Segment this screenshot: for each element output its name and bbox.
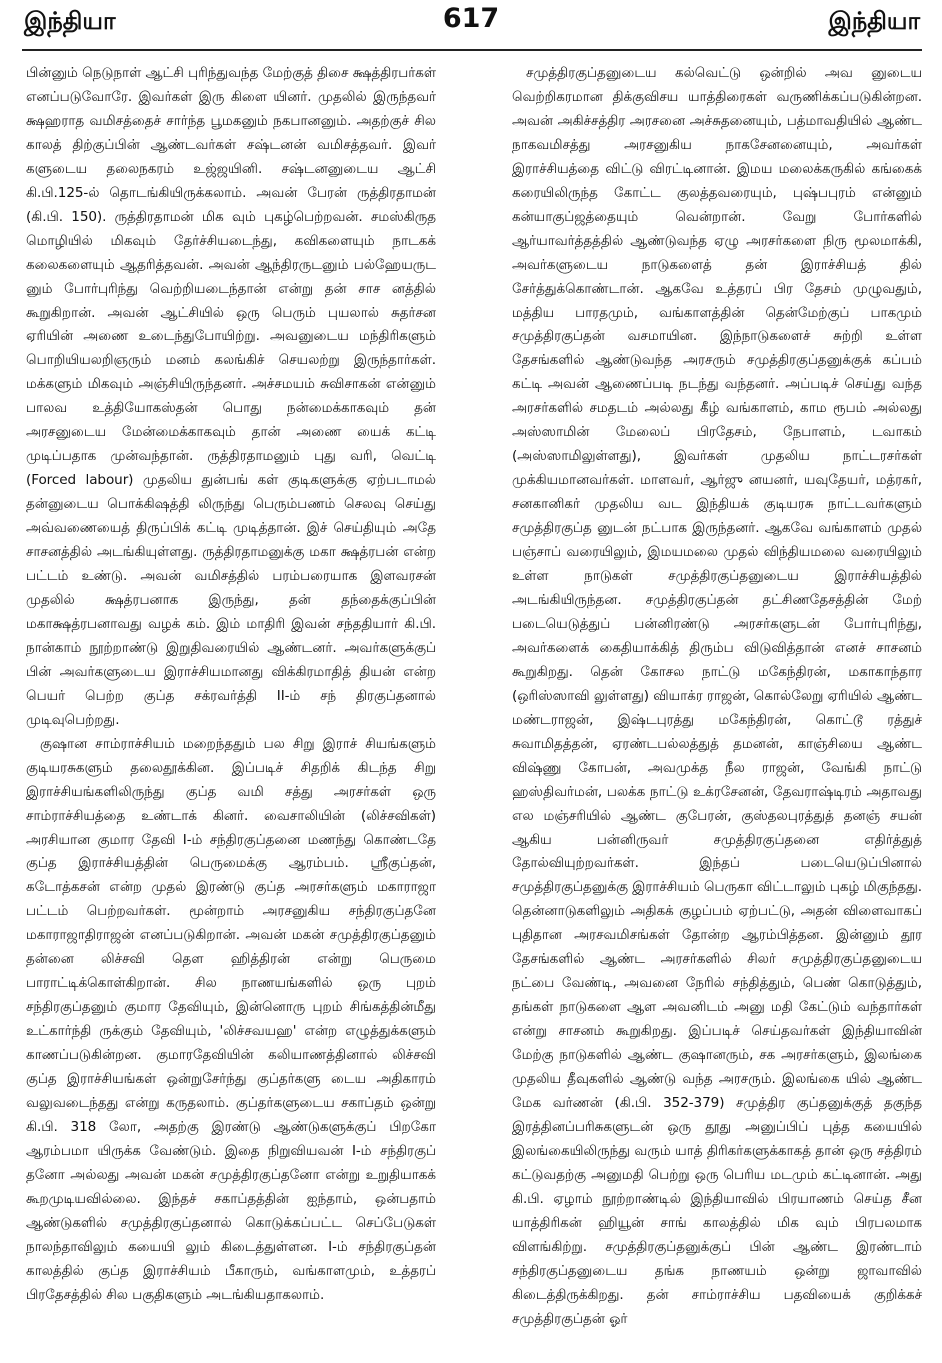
paragraph-right-1: சமுத்திரகுப்தனுடைய கல்வெட்டு ஒன்றில் அவ னுடைய வெற்றிகரமான திக்குவிசய யாத்திரைகள் வருணிக்கப்படுகின்றன. அவன் அகிச்சத்திர அரசனை அச்சுதனையும், பத்மாவதியில் ஆண்ட நாகவமிசத்து அரசனுகிய நாகசேனனையும், அவர்கள் இராச்சியத்தை விட்டு விரட்டினான். இமய மலைக்கருகில் கங்கைக் கரையிலிருந்த கோட்ட குலத்தவரையும், புஷ்பபுரம் என்னும் கன்யாகுப்ஜத்தையும் வென்றான். வேறு போர்களில் ஆர்யாவர்த்தத்தில் ஆண்டுவந்த ஏழு அரசர்களை நிரு மூலமாக்கி, அவர்களுடைய நாடுகளைத் தன் இராச்சியத் தில் சேர்த்துக்கொண்டான். ஆகவே உத்தரப் பிர தேசம் முழுவதும், மத்திய பாரதமும், வங்காளத்தின் தென்மேற்குப் பாகமும் சமுத்திரகுப்தன் வசமாயின. இந்நாடுகளைச் சுற்றி உள்ள தேசங்களில் ஆண்டுவந்த அரசரும் சமுத்திரகுப்தனுக்குக் கப்பம் கட்டி அவன் ஆணைப்படி நடந்து வந்தனர். அப்படிச் செய்து வந்த அரசர்களில் சமதடம் அல்லது கீழ் வங்காளம், காம ரூபம் அல்லது அஸ்ஸாமின் மேலைப் பிரதேசம், நேபாளம், டவாகம் (அஸ்ஸாமிலுள்ளது), இவர்கள் முதலிய நாட்டரசர்கள் முக்கியமானவர்கள். மாளவர், ஆர்ஜு னயனர், யவுதேயர், மத்ரகர், சனகானிகர் முதலிய வட இந்தியக் குடியரசு நாட்டவர்களும் சமுத்திரகுப்த னுடன் நட்பாக இருந்தனர். ஆகவே வங்காளம் முதல் பஞ்சாப் வரையிலும், இமயமலை முதல் விந்தியமலை வரையிலும் உள்ள நாடுகள் சமுத்திரகுப்தனுடைய இராச்சியத்தில் அடங்கியிருந்தன. சமுத்திரகுப்தன் தட்சிணதேசத்தின் மேற் படையெடுத்துப் பன்னிரண்டு அரசர்களுடன் போர்புரிந்து, அவர்களைக் கைதியாக்கித் திரும்ப விடுவித்தான் எனச் சாசனம் கூறுகிறது. தென் கோசல நாட்டு மகேந்திரன், மகாகாந்தார (ஒரிஸ்ஸாவி லுள்ளது) வியாக்ர ராஜன், கொல்லேறு ஏரியில் ஆண்ட மண்டராஜன், இஷ்டபுரத்து மகேந்திரன், கொட்டூ ரத்துச் சுவாமிதத்தன், ஏரண்டபல்லத்துத் தமனன், காஞ்சியை ஆண்ட விஷ்ணு கோபன், அவமுக்த நீல ராஜன், வேங்கி நாட்டு ஹஸ்திவர்மன், பலக்க நாட்டு உக்ரசேனன், தேவராஷ்டிரம் அதாவது எல மஞ்சரியில் ஆண்ட குபேரன், குஸ்தலபுரத்துத் தனஞ் சயன் ஆகிய பன்னிருவர் சமுத்திரகுப்தனை எதிர்த்துத் தோல்வியுற்றவர்கள். இந்தப் படையெடுப்பினால் சமுத்திரகுப்தனுக்கு இராச்சியம் பெருகா விட்டாலும் புகழ் மிகுந்தது. தென்னாடுகளிலும் அதிகக் குழப்பம் ஏற்பட்டு, அதன் விளைவாகப் புதிதான அரசவமிசங்கள் தோன்ற ஆரம்பித்தன. இன்னும் தூர தேசங்களில் ஆண்ட அரசர்களில் சிலர் சமுத்திரகுப்தனுடைய நட்பை வேண்டி, அவனை நேரில் சந்தித்தும், பெண் கொடுத்தும், தங்கள் நாடுகளை ஆள அவனிடம் அனு மதி கேட்டும் வந்தார்கள் என்று சாசனம் கூறுகிறது. இப்படிச் செய்தவர்கள் இந்தியாவின் மேற்கு நாடுகளில் ஆண்ட குஷானரும், சக அரசர்களும், இலங்கை முதலிய தீவுகளில் ஆண்டு வந்த அரசரும். இலங்கை யில் ஆண்ட மேக வர்ணன் (கி.பி. 352-379) சமுத்திர குப்தனுக்குத் தகுந்த இரத்தினப்பரிசுகளுடன் ஒரு தூது அனுப்பிப் புத்த கயையில் இலங்கையிலிருந்து வரும் யாத் திரிகர்களுக்காகத் தான் ஒரு சத்திரம் கட்டுவதற்கு அனுமதி பெற்று ஒரு பெரிய மடமும் கட்டினான். அது கி.பி. ஏழாம் நூற்றாண்டில் இந்தியாவில் பிரயாணம் செய்த சீன யாத்திரிகன் ஹியூன் சாங் காலத்தில் மிக வும் பிரபலமாக விளங்கிற்று. சமுத்திரகுப்தனுக்குப் பின் ஆண்ட இரண்டாம் சந்திரகுப்தனுடைய தங்க நாணயம் ஒன்று ஜாவாவில் கிடைத்திருக்கிறது. தன் சாம்ராச்சிய பதவியைக் குறிக்கச் சமுத்திரகுப்தன் ஓர்	[512, 65, 922, 1327]
page-header	[0, 0, 942, 52]
page-number: 617	[442, 3, 500, 34]
header-rule	[22, 49, 922, 51]
right-column	[512, 62, 922, 1332]
running-head-left: இந்தியா	[24, 7, 116, 35]
paragraph-left-1: பின்னும் நெடுநாள் ஆட்சி புரிந்துவந்த மேற்குத் திசை க்ஷத்திரபர்கள் எனப்படுவோரே. இவர்கள் இரு கிளை யினர். முதலில் இருந்தவர் க்ஷஹராத வமிசத்தைச் சார்ந்த பூமகனும் நகபானனும். அதற்குச் சில காலத் திற்குப்பின் ஆண்டவர்கள் சஷ்டனன் வமிசத்தவர். இவர் களுடைய தலைநகரம் உஜ்ஜயினி. சஷ்டனனுடைய ஆட்சி கி.பி.125-ல் தொடங்கியிருக்கலாம். அவன் பேரன் ருத்திரதாமன் (கி.பி. 150). ருத்திரதாமன் மிக வும் புகழ்பெற்றவன். சமஸ்கிருத மொழியில் மிகவும் தேர்ச்சியடைந்து, கவிகளையும் நாடகக் கலைகளையும் ஆதரித்தவன். அவன் ஆந்திரருடனும் பல்ஹேயருட னும் போர்புரிந்து வெற்றியடைந்தான் என்று தன் சாச னத்தில் கூறுகிறான். அவன் ஆட்சியில் ஒரு பெரும் புயலால் சுதர்சன ஏரியின் அணை உடைந்துபோயிற்று. அவனுடைய மந்திரிகளும் பொறியியலறிஞரும் மனம் கலங்கிச் செயலற்று இருந்தார்கள். மக்களும் மிகவும் அஞ்சியிருந்தனர். அச்சமயம் சுவிசாகன் என்னும் பாலவ உத்தியோகஸ்தன் பொது நன்மைக்காகவும் தன் அரசனுடைய மேன்மைக்காகவும் தான் அணை யைக் கட்டி முடிப்பதாக முன்வந்தான். ருத்திரதாமனும் புது வரி, வெட்டி (Forced labour) முதலிய துன்பங் கள் குடிகளுக்கு ஏற்படாமல் தன்னுடைய பொக்கிஷத்தி லிருந்து பெரும்பணம் செலவு செய்து அவ்வணையைத் திருப்பிக் கட்டி முடித்தான். இச் செய்தியும் அதே சாசனத்தில் அடங்கியுள்ளது. ருத்திரதாமனுக்கு மகா க்ஷத்ரபன் என்ற பட்டம் உண்டு. அவன் வமிசத்தில் பரம்பரையாக இளவரசன் முதலில் க்ஷத்ரபனாக இருந்து, தன் தந்தைக்குப்பின் மகாக்ஷத்ரபனாவது வழக் கம். இம் மாதிரி இவன் சந்ததியார் கி.பி. நான்காம் நூற்றாண்டு இறுதிவரையில் ஆண்டனர். அவர்களுக்குப் பின் அவர்களுடைய இராச்சியமானது விக்கிரமாதித் தியன் என்ற பெயர் பெற்ற குப்த சக்ரவர்த்தி II-ம் சந் திரகுப்தனால் முடிவுபெற்றது.	[26, 65, 436, 728]
paragraph-left-2: குஷான சாம்ராச்சியம் மறைந்ததும் பல சிறு இராச் சியங்களும் குடியரசுகளும் தலைதூக்கின. இப்படிச் சிதறிக் கிடந்த சிறு இராச்சியங்களிலிருந்து குப்த வமி சத்து அரசர்கள் ஒரு சாம்ராச்சியத்தை உண்டாக் கினர். வைசாலியின் (லிச்சவிகள்) அரசியான குமார தேவி I-ம் சந்திரகுப்தனை மணந்து கொண்டதே குப்த இராச்சியத்தின் பெருமைக்கு ஆரம்பம். ஸ்ரீகுப்தன், கடோத்கசன் என்ற முதல் இரண்டு குப்த அரசர்களும் மகாராஜா பட்டம் பெற்றவர்கள். மூன்றாம் அரசனுகிய சந்திரகுப்தனே மகாராஜாதிராஜன் எனப்படுகிறான். அவன் மகன் சமுத்திரகுப்தனும் தன்னை லிச்சவி தௌ ஹித்திரன் என்று பெருமை பாராட்டிக்கொள்கிறான். சில நாணயங்களில் ஒரு புறம் சந்திரகுப்தனும் குமார தேவியும், இன்னொரு புறம் சிங்கத்தின்மீது உட்கார்ந்தி ருக்கும் தேவியும், 'லிச்சவயஹ' என்ற எழுத்துக்களும் காணப்படுகின்றன. குமாரதேவியின் கலியாணத்தினால் லிச்சவி குப்த இராச்சியங்கள் ஒன்றுசேர்ந்து குப்தர்களு டைய அதிகாரம் வலுவடைந்தது என்று கருதலாம். குப்தர்களுடைய சகாப்தம் ஒன்று கி.பி. 318 லோ, அதற்கு இரண்டு ஆண்டுகளுக்குப் பிறகோ ஆரம்பமா யிருக்க வேண்டும். இதை நிறுவியவன் I-ம் சந்திரகுப் தனோ அல்லது அவன் மகன் சமுத்திரகுப்தனோ என்று உறுதியாகக் கூறமுடியவில்லை. இந்தச் சகாப்தத்தின் ஐந்தாம், ஒன்பதாம் ஆண்டுகளில் சமுத்திரகுப்தனால் கொடுக்கப்பட்ட செப்பேடுகள் நாலந்தாவிலும் கயையி லும் கிடைத்துள்ளன. I-ம் சந்திரகுப்தன் காலத்தில் குப்த இராச்சியம் பீகாரும், வங்காளமும், உத்தரப் பிரதேசத்தில் சில பகுதிகளும் அடங்கியதாகலாம்.	[26, 735, 436, 1303]
left-column	[26, 62, 436, 1308]
running-head-right: இந்தியா	[828, 7, 920, 35]
